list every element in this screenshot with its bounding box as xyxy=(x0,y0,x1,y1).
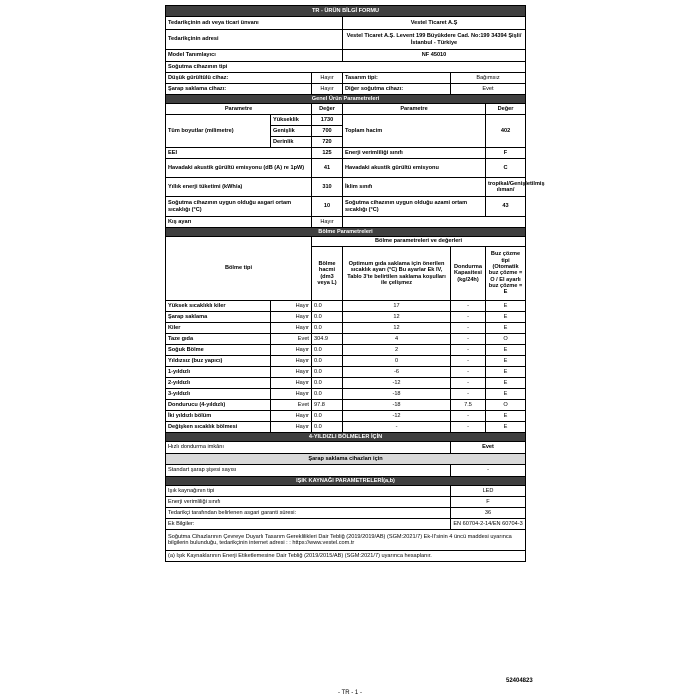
light-param-label: Ek Bilgiler: xyxy=(166,519,451,530)
table-row xyxy=(166,530,526,551)
compartment-defrost: E xyxy=(486,345,526,356)
compartment-volume-header: Bölme hacmi (dm3 veya L) xyxy=(312,247,343,301)
fast-freeze-label: Hızlı dondurma imkânı xyxy=(166,442,451,454)
compartment-present: Hayır xyxy=(271,312,312,323)
compartment-temp: -18 xyxy=(343,389,451,400)
compartment-present: Hayır xyxy=(271,356,312,367)
table-row xyxy=(166,486,526,497)
type-row-label: Tasarım tipi: xyxy=(343,73,451,84)
table-row xyxy=(166,378,526,389)
compartment-volume: 0.0 xyxy=(312,323,343,334)
compartment-name: Şarap saklama xyxy=(166,312,271,323)
compartment-temp: 17 xyxy=(343,301,451,312)
table-row xyxy=(166,389,526,400)
light-param-value: F xyxy=(451,497,526,508)
compartment-freeze-capacity: - xyxy=(451,323,486,334)
table-row xyxy=(166,367,526,378)
compartment-temp: 12 xyxy=(343,312,451,323)
compartment-name: Dondurucu (4-yıldızlı) xyxy=(166,400,271,411)
compartment-name: Kiler xyxy=(166,323,271,334)
general-param-value: C xyxy=(486,159,526,178)
total-volume-label: Toplam hacim xyxy=(343,115,486,148)
general-param-value: 10 xyxy=(312,197,343,217)
general-param-label: Havadaki akustik gürültü emisyonu xyxy=(343,159,486,178)
type-row-label: Şarap saklama cihazı: xyxy=(166,84,312,95)
compartment-freeze-capacity: - xyxy=(451,411,486,422)
col-header-value: Değer xyxy=(486,104,526,115)
compartment-present: Evet xyxy=(271,334,312,345)
dimension-name: Genişlik xyxy=(271,126,312,137)
compartment-present: Hayır xyxy=(271,367,312,378)
dimensions-label: Tüm boyutlar (milimetre) xyxy=(166,115,271,148)
general-param-label: Enerji verimliliği sınıfı xyxy=(343,148,486,159)
total-volume-value: 402 xyxy=(486,115,526,148)
general-param-value: 310 xyxy=(312,178,343,197)
model-value: NF 45010 xyxy=(343,50,526,62)
compartment-defrost: O xyxy=(486,400,526,411)
type-row-label: Diğer soğutma cihazı: xyxy=(343,84,451,95)
supplier-address-label: Tedarikçinin adresi xyxy=(166,30,343,50)
compartment-freeze-capacity: - xyxy=(451,345,486,356)
compartment-freeze-capacity: 7.5 xyxy=(451,400,486,411)
compartment-name: Soğuk Bölme xyxy=(166,345,271,356)
compartment-defrost: E xyxy=(486,301,526,312)
light-source-heading: IŞIK KAYNAĞI PARAMETRELERİ(a,b) xyxy=(166,477,526,486)
top-section xyxy=(166,6,526,148)
compartment-present: Hayır xyxy=(271,378,312,389)
table-row xyxy=(166,454,526,465)
winter-setting-label: Kış ayarı xyxy=(166,217,312,228)
col-header-value: Değer xyxy=(312,104,343,115)
table-row xyxy=(166,497,526,508)
table-row xyxy=(166,228,526,237)
dimension-value: 720 xyxy=(312,137,343,148)
light-param-label: Işık kaynağının tipi xyxy=(166,486,451,497)
wine-bottles-value: - xyxy=(451,465,526,477)
general-params-heading: Genel Ürün Parametreleri xyxy=(166,95,526,104)
compartment-type-header: Bölme tipi xyxy=(166,237,312,301)
compartment-defrost: O xyxy=(486,334,526,345)
compartment-params-heading: Bölme Parametreleri xyxy=(166,228,526,237)
compartment-present: Hayır xyxy=(271,411,312,422)
wine-bottles-label: Standart şarap şişesi sayısı xyxy=(166,465,451,477)
general-param-label: Soğutma cihazının uygun olduğu asgari ortam sıcaklığı (°C) xyxy=(166,197,312,217)
compartment-defrost: E xyxy=(486,422,526,433)
compartment-defrost: E xyxy=(486,389,526,400)
compartment-temp: -6 xyxy=(343,367,451,378)
table-row xyxy=(166,519,526,530)
type-row-value: Bağımsız xyxy=(451,73,526,84)
general-param-value: 125 xyxy=(312,148,343,159)
compartment-present: Hayır xyxy=(271,323,312,334)
wine-heading: Şarap saklama cihazları için xyxy=(166,454,526,465)
compartment-present: Hayır xyxy=(271,345,312,356)
table-row xyxy=(166,433,526,442)
compartment-group-header: Bölme parametreleri ve değerleri xyxy=(312,237,526,247)
compartment-defrost-header: Buz çözme tipi (Otomatik buz çözme = O / El ayarlı buz çözme = E xyxy=(486,247,526,301)
general-param-value: F xyxy=(486,148,526,159)
compartment-defrost: E xyxy=(486,378,526,389)
compartment-defrost: E xyxy=(486,356,526,367)
compartment-temp: -12 xyxy=(343,411,451,422)
supplier-name-value: Vestel Ticaret A.Ş xyxy=(343,17,526,30)
table-row xyxy=(166,422,526,433)
fast-freeze-value: Evet xyxy=(451,442,526,454)
compartment-volume: 0.0 xyxy=(312,356,343,367)
table-row xyxy=(166,508,526,519)
compartment-present: Hayır xyxy=(271,422,312,433)
product-info-sheet xyxy=(165,5,545,562)
table-row xyxy=(166,312,526,323)
table-row xyxy=(166,477,526,486)
compartment-volume: 0.0 xyxy=(312,422,343,433)
compartment-defrost: E xyxy=(486,411,526,422)
table-row xyxy=(166,178,526,197)
light-param-value: LED xyxy=(451,486,526,497)
compartment-temp: 0 xyxy=(343,356,451,367)
table-row xyxy=(166,356,526,367)
col-header-param: Parametre xyxy=(166,104,312,115)
table-row xyxy=(166,465,526,477)
table-row xyxy=(166,217,526,228)
compartment-freeze-capacity: - xyxy=(451,367,486,378)
general-param-label: İklim sınıfı xyxy=(343,178,486,197)
page-number: - TR - 1 - xyxy=(338,690,362,696)
light-param-label: Enerji verimliliği sınıfı xyxy=(166,497,451,508)
general-param-label: EEI xyxy=(166,148,312,159)
compartment-name: Yüksek sıcaklıklı kiler xyxy=(166,301,271,312)
compartment-name: Yıldızsız (buz yapıcı) xyxy=(166,356,271,367)
compartment-volume: 0.0 xyxy=(312,411,343,422)
table-row xyxy=(166,197,526,217)
general-param-label: Soğutma cihazının uygun olduğu azami ortam sıcaklığı (°C) xyxy=(343,197,486,217)
compartment-freeze-capacity: - xyxy=(451,312,486,323)
type-row-value: Hayır xyxy=(312,84,343,95)
type-row-label: Düşük gürültülü cihaz: xyxy=(166,73,312,84)
compartment-temp: - xyxy=(343,422,451,433)
compartment-volume: 304.9 xyxy=(312,334,343,345)
compartment-freeze-capacity: - xyxy=(451,389,486,400)
compartment-freeze-capacity: - xyxy=(451,301,486,312)
compartment-name: 3-yıldızlı xyxy=(166,389,271,400)
four-star-heading: 4-YILDIZLI BÖLMELER İÇİN xyxy=(166,433,526,442)
compartment-present: Evet xyxy=(271,400,312,411)
light-regulation-note: (a) Işık Kaynaklarının Enerji Etiketlemesine Dair Tebliğ (2019/2015/AB) (SGM:2021/7) uyarınca hesaplanır. xyxy=(166,551,526,562)
compartment-name: Değişken sıcaklık bölmesi xyxy=(166,422,271,433)
compartment-name: 2-yıldızlı xyxy=(166,378,271,389)
light-param-value: 36 xyxy=(451,508,526,519)
supplier-name-label: Tedarikçinin adı veya ticari ünvanı xyxy=(166,17,343,30)
winter-setting-value: Hayır xyxy=(312,217,343,228)
dimension-name: Yükseklik xyxy=(271,115,312,126)
type-row-value: Hayır xyxy=(312,73,343,84)
compartment-freeze-capacity: - xyxy=(451,334,486,345)
empty-cell xyxy=(343,217,526,228)
compartment-freeze-capacity: - xyxy=(451,422,486,433)
product-info-table xyxy=(165,5,545,562)
compartment-volume: 0.0 xyxy=(312,389,343,400)
compartment-volume: 0.0 xyxy=(312,301,343,312)
dimension-value: 700 xyxy=(312,126,343,137)
document-code: 52404823 xyxy=(506,678,533,684)
compartment-present: Hayır xyxy=(271,301,312,312)
compartment-temp: -18 xyxy=(343,400,451,411)
table-row xyxy=(166,411,526,422)
model-label: Model Tanımlayıcı xyxy=(166,50,343,62)
type-row-value: Evet xyxy=(451,84,526,95)
compartment-temp: 12 xyxy=(343,323,451,334)
compartment-section xyxy=(166,228,526,433)
supplier-address-value: Vestel Ticaret A.Ş. Levent 199 Büyükdere Cad. No:199 34394 Şişli/İstanbul - Türkiye xyxy=(343,30,526,50)
table-row xyxy=(166,442,526,454)
table-row xyxy=(166,551,526,562)
table-row xyxy=(166,400,526,411)
table-row xyxy=(166,237,526,247)
compartment-temp: 2 xyxy=(343,345,451,356)
general-param-value: tropikal/Genişletilmiş ılıman/ xyxy=(486,178,526,197)
form-title: TR - ÜRÜN BİLGİ FORMU xyxy=(166,6,526,17)
compartment-name: Taze gıda xyxy=(166,334,271,345)
regulation-note: Soğutma Cihazlarının Çevreye Duyarlı Tasarım Gereklilikleri Dair Tebliğ (2019/2019/AB) (SGM:2021/7) Ek-II'sinin 4 üncü maddesi uyarınca bilgilerin bulunduğu, tedarikçinin internet adresi : : https://www.vestel.com.tr xyxy=(166,530,526,551)
table-row xyxy=(166,323,526,334)
table-row xyxy=(166,334,526,345)
compartment-name: İki yıldızlı bölüm xyxy=(166,411,271,422)
light-param-label: Tedarikçi tarafından belirlenen asgari garanti süresi: xyxy=(166,508,451,519)
general-param-value: 41 xyxy=(312,159,343,178)
compartment-volume: 0.0 xyxy=(312,367,343,378)
bottom-section xyxy=(166,433,526,562)
compartment-freeze-capacity: - xyxy=(451,356,486,367)
general-rows xyxy=(166,148,545,228)
table-row xyxy=(166,159,526,178)
compartment-freeze-capacity: - xyxy=(451,378,486,389)
col-header-param: Parametre xyxy=(343,104,486,115)
compartment-freeze-header: Dondurma Kapasitesi (kg/24h) xyxy=(451,247,486,301)
general-param-label: Yıllık enerji tüketimi (kWh/a) xyxy=(166,178,312,197)
table-row xyxy=(166,301,526,312)
general-param-label: Havadaki akustik gürültü emisyonu (dB (A) re 1pW) xyxy=(166,159,312,178)
compartment-defrost: E xyxy=(486,312,526,323)
table-row xyxy=(166,345,526,356)
compartment-temp-header: Optimum gıda saklama için önerilen sıcaklık ayarı (°C) Bu ayarlar Ek IV, Tablo 3'te belirtilen saklama koşulları ile çelişmez xyxy=(343,247,451,301)
compartment-volume: 0.0 xyxy=(312,345,343,356)
appliance-type-label: Soğutma cihazının tipi xyxy=(166,62,526,73)
compartment-volume: 0.0 xyxy=(312,378,343,389)
compartment-volume: 0.0 xyxy=(312,312,343,323)
dimension-name: Derinlik xyxy=(271,137,312,148)
compartment-defrost: E xyxy=(486,367,526,378)
table-row xyxy=(166,148,526,159)
compartment-defrost: E xyxy=(486,323,526,334)
compartment-name: 1-yıldızlı xyxy=(166,367,271,378)
compartment-volume: 97.8 xyxy=(312,400,343,411)
light-param-value: EN 60704-2-14/EN 60704-3 xyxy=(451,519,526,530)
compartment-temp: -12 xyxy=(343,378,451,389)
dimension-value: 1730 xyxy=(312,115,343,126)
compartment-present: Hayır xyxy=(271,389,312,400)
general-param-value: 43 xyxy=(486,197,526,217)
compartment-temp: 4 xyxy=(343,334,451,345)
